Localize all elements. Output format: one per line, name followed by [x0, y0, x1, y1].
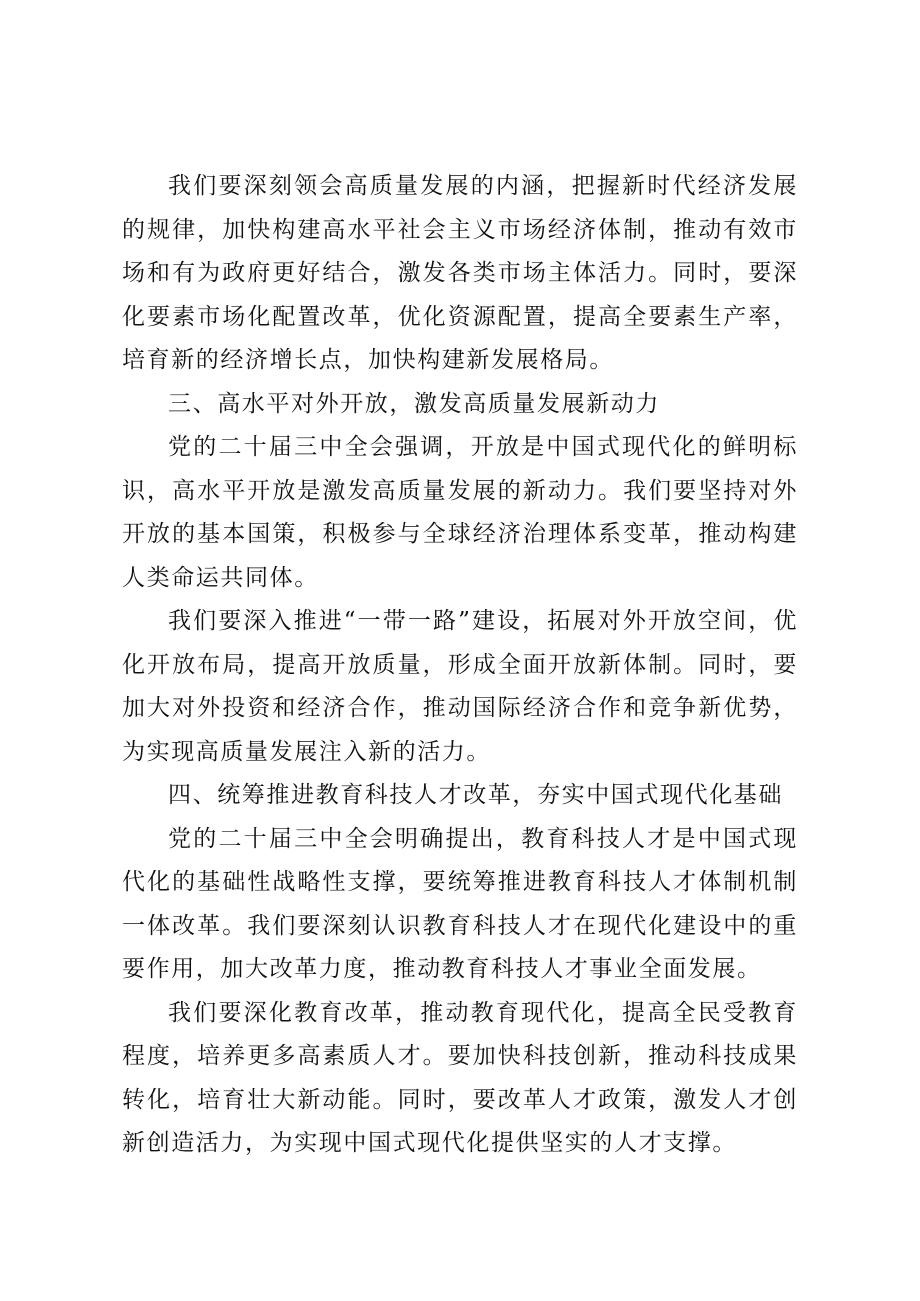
paragraph-education-reform-intro: 党的二十届三中全会明确提出，教育科技人才是中国式现代化的基础性战略性支撑，要统筹推进教育科技人才体制机制一体改革。我们要深刻认识教育科技人才在现代化建设中的重要作用，加大改革力度，推动教育科技人才事业全面发展。	[122, 825, 798, 982]
document-body	[122, 165, 798, 1166]
paragraph-market-economy: 我们要深刻领会高质量发展的内涵，把握新时代经济发展的规律，加快构建高水平社会主义市场经济体制，推动有效市场和有为政府更好结合，激发各类市场主体活力。同时，要深化要素市场化配置改革，优化资源配置，提高全要素生产率，培育新的经济增长点，加快构建新发展格局。	[122, 173, 798, 373]
section-heading-4: 四、统筹推进教育科技人才改革，夯实中国式现代化基础	[168, 782, 783, 808]
section-heading-3: 三、高水平对外开放，激发高质量发展新动力	[168, 390, 660, 417]
paragraph-education-reform-detail: 我们要深化教育改革，推动教育现代化，提高全民受教育程度，培养更多高素质人才。要加快科技创新，推动科技成果转化，培育壮大新动能。同时，要改革人才政策，激发人才创新创造活力，为实现中国式现代化提供坚实的人才支撑。	[122, 999, 798, 1156]
paragraph-belt-and-road: 我们要深入推进“一带一路”建设，拓展对外开放空间，优化开放布局，提高开放质量，形成全面开放新体制。同时，要加大对外投资和经济合作，推动国际经济合作和竞争新优势，为实现高质量发展注入新的活力。	[122, 608, 798, 765]
paragraph-opening-up: 党的二十届三中全会强调，开放是中国式现代化的鲜明标识，高水平开放是激发高质量发展的新动力。我们要坚持对外开放的基本国策，积极参与全球经济治理体系变革，推动构建人类命运共同体。	[122, 434, 798, 591]
